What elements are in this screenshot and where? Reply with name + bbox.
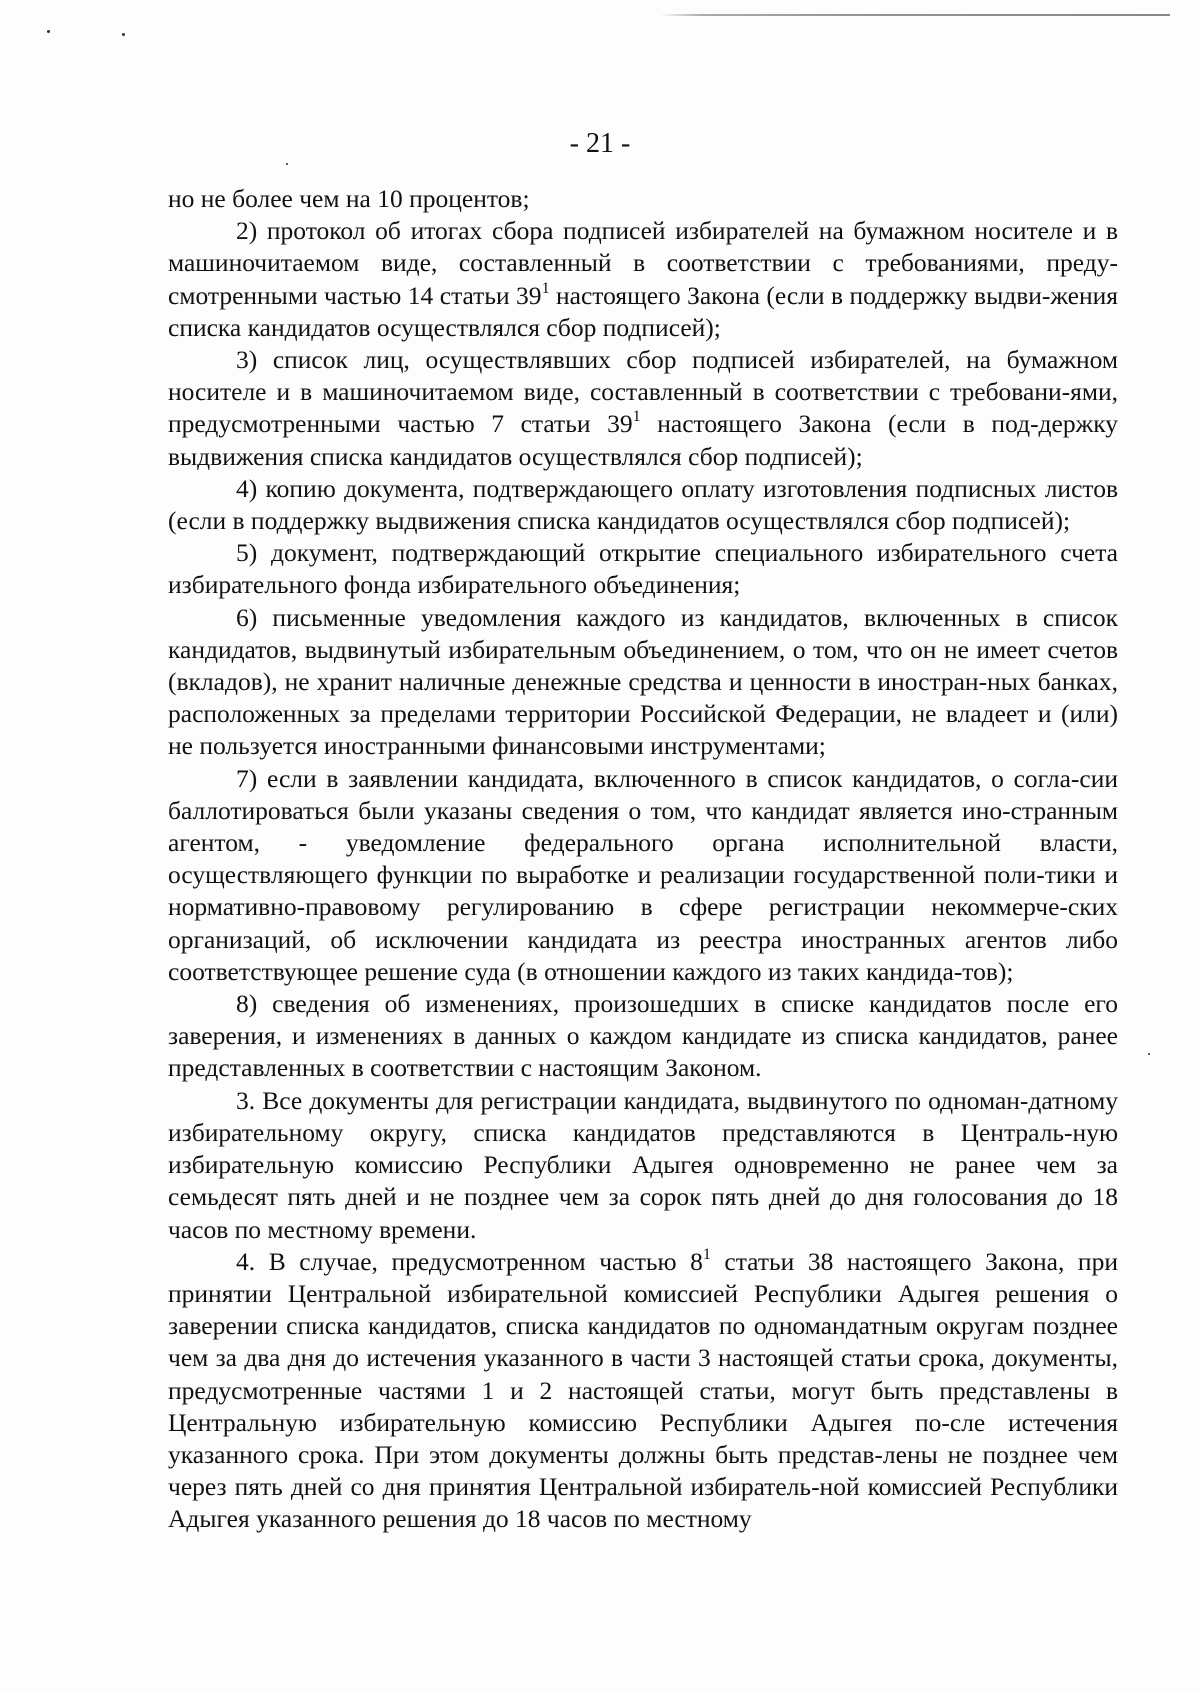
paragraph-p3 — [168, 473, 1118, 537]
scan-top-rule — [660, 14, 1170, 16]
paragraph-text: 2) протокол об итогах сбора подписей избирателей на бумажном носителе и в машиночитаемом виде, составленный в соответствии с требованиями, преду-смотренными частью 14 статьи 39 — [168, 216, 1118, 310]
paragraph-text: 8) сведения об изменениях, произошедших в списке кандидатов после его заверения, и изменениях в данных о каждом кандидате из списка кандидатов, ранее представленных в соответствии с настоящим Законом. — [168, 989, 1118, 1083]
paragraph-text: 4) копию документа, подтверждающего оплату изготовления подписных листов (если в поддержку выдвижения списка кандидатов осуществлялся сбор подписей); — [168, 473, 1118, 536]
paragraph-text: настоящего Закона (если в под-держку выдвижения списка кандидатов осуществлялся сбор подписей); — [168, 409, 1118, 471]
paragraph-p1 — [168, 215, 1118, 344]
paragraph-text: 7) если в заявлении кандидата, включенного в список кандидатов, о согла-сии баллотироваться были указаны сведения о том, что кандидат является ино-странным агентом, - уведомление федерального органа исполнительной власти, осуществляющего функции по выработке и реализации государственной поли-тики и нормативно-правовому регулированию в сфере регистрации некоммерче-ских организаций, об исключении кандидата из реестра иностранных агентов либо соответствующее решение суда (в отношении каждого из таких кандида-тов); — [168, 763, 1118, 986]
superscript: 1 — [632, 408, 641, 426]
paragraph-text: 3) список лиц, осуществлявших сбор подписей избирателей, на бумажном носителе и в машиночитаемом виде, составленный в соответствии с требовани-ями, предусмотренными частью 7 статьи 39 — [168, 345, 1118, 439]
paragraph-text: настоящего Закона (если в поддержку выдви-жения списка кандидатов осуществлялся сбор подписей); — [168, 280, 1118, 342]
paragraph-text: 3. Все документы для регистрации кандидата, выдвинутого по одноман-датному избирательному округу, списка кандидатов представляются в Централь-ную избирательную комиссию Республики Адыгея одновременно не ранее чем за семьдесят пять дней и не позднее чем за сорок пять дней до дня голосования до 18 часов по местному времени. — [168, 1085, 1118, 1244]
superscript: 1 — [541, 279, 550, 297]
paragraph-text: 5) документ, подтверждающий открытие специального избирательного счета избирательного фонда избирательного объединения; — [168, 538, 1118, 600]
paragraph-p9 — [168, 1246, 1118, 1536]
scan-speck — [1148, 1053, 1150, 1055]
paragraph-p5 — [168, 602, 1118, 763]
paragraph-p2 — [168, 344, 1118, 473]
paragraph-p7 — [168, 988, 1118, 1085]
paragraph-p4 — [168, 537, 1118, 601]
scan-speck — [286, 163, 288, 165]
scan-speck — [47, 30, 50, 33]
superscript: 1 — [702, 1245, 711, 1263]
scan-speck — [122, 33, 125, 36]
paragraph-text: 6) письменные уведомления каждого из кандидатов, включенных в список кандидатов, выдвинутый избирательным объединением, о том, что он не имеет счетов (вкладов), не хранит наличные денежные средства и ценности в иностран-ных банках, расположенных за пределами территории Российской Федерации, не владеет и (или) не пользуется иностранными финансовыми инструментами; — [168, 602, 1118, 761]
paragraph-p8 — [168, 1085, 1118, 1246]
paragraph-text: статьи 38 настоящего Закона, при принятии Центральной избирательной комиссией Республики Адыгея решения о заверении списка кандидатов, списка кандидатов по одномандатным округам позднее чем за два дня до истечения указанного в части 3 настоящей статьи срока, документы, предусмотренные частями 1 и 2 настоящей статьи, могут быть представлены в Центральную избирательную комиссию Республики Адыгея по-сле истечения указанного срока. При этом документы должны быть представ-лены не позднее чем через пять дней со дня принятия Центральной избиратель-ной комиссией Республики Адыгея указанного решения до 18 часов по местному — [168, 1246, 1118, 1534]
paragraph-p0 — [168, 183, 1118, 215]
page-number: - 21 - — [569, 128, 631, 159]
paragraph-p6 — [168, 763, 1118, 988]
paragraph-text: но не более чем на 10 процентов; — [168, 184, 530, 213]
document-body — [168, 183, 1118, 1536]
paragraph-text: 4. В случае, предусмотренном частью 8 — [236, 1246, 703, 1276]
